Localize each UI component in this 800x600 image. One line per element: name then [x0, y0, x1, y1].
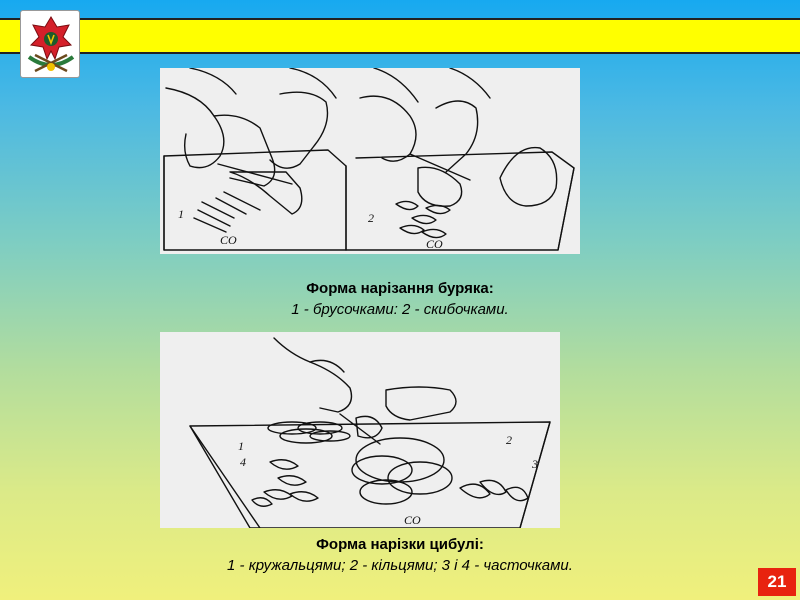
caption-beet	[0, 278, 800, 320]
label-3: 3	[532, 457, 538, 471]
emblem-logo	[20, 10, 80, 78]
beet-cutting-illustration	[160, 68, 580, 254]
caption-onion	[0, 534, 800, 576]
board-mark-right: CO	[426, 237, 443, 251]
caption-onion-title: Форма нарізки цибулі:	[316, 536, 484, 553]
board-mark: CO	[404, 513, 421, 527]
caption-beet-title: Форма нарізання буряка:	[306, 280, 494, 297]
label-1: 1	[238, 439, 244, 453]
label-4: 4	[240, 455, 246, 469]
caption-beet-subtitle: 1 - брусочками: 2 - скибочками.	[291, 301, 509, 318]
onion-cutting-illustration	[160, 332, 560, 528]
label-1: 1	[178, 207, 184, 221]
header-bar	[0, 18, 800, 54]
board-mark-left: CO	[220, 233, 237, 247]
label-2: 2	[368, 211, 374, 225]
caption-onion-subtitle: 1 - кружальцями; 2 - кільцями; 3 і 4 - часточками.	[227, 557, 573, 574]
label-2: 2	[506, 433, 512, 447]
slide-number-badge: 21	[758, 568, 796, 596]
